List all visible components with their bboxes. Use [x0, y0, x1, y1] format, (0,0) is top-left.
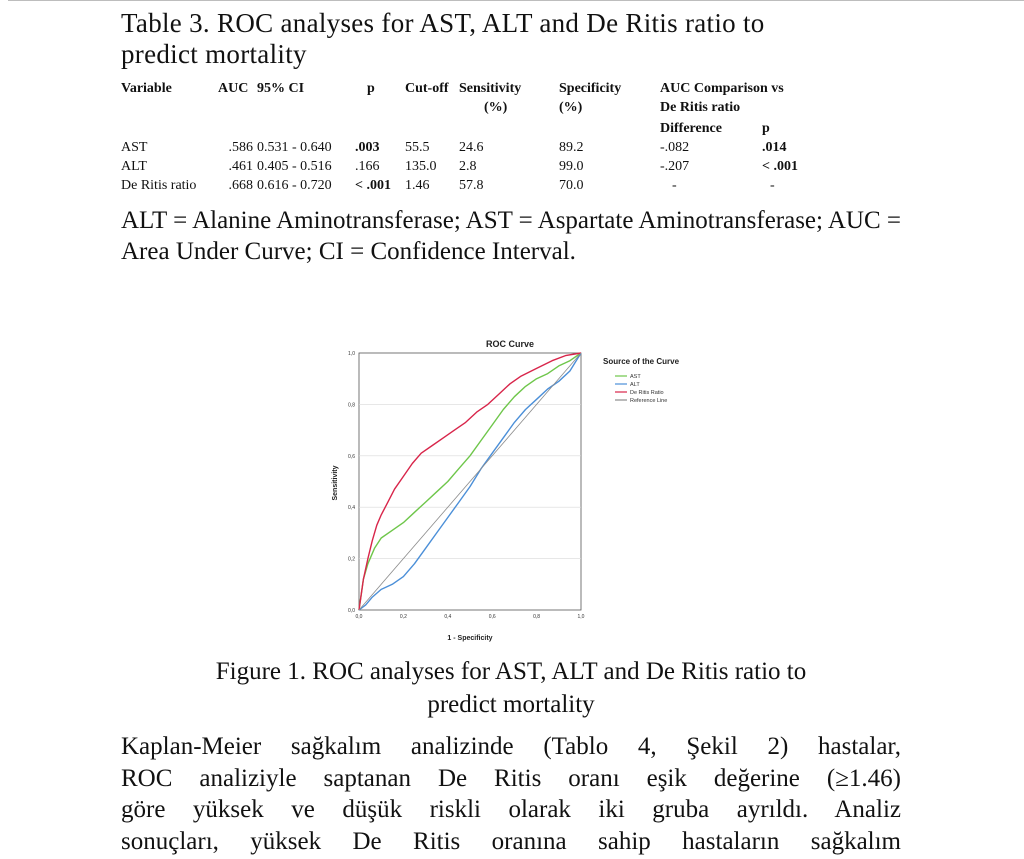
- cell-comparison-p: -: [770, 178, 775, 193]
- header-cutoff: Cut-off: [405, 81, 449, 96]
- header-comparison-line-2: De Ritis ratio: [660, 100, 741, 115]
- cell-ci: 0.531 - 0.640: [257, 140, 332, 155]
- cell-comparison-p: < .001: [762, 159, 798, 174]
- roc-table: [121, 79, 852, 195]
- figure-caption-line-1: Figure 1. ROC analyses for AST, ALT and De Ritis ratio to: [215, 658, 807, 685]
- y-tick-label: 0,6: [348, 453, 355, 460]
- legend-label-de-ritis-ratio: De Ritis Ratio: [630, 390, 664, 396]
- header-specificity-unit: (%): [559, 100, 583, 115]
- cell-specificity: 89.2: [559, 140, 584, 155]
- cell-cutoff: 135.0: [405, 159, 437, 174]
- header-ci: 95% CI: [257, 81, 305, 96]
- legend-title: Source of the Curve: [603, 357, 680, 366]
- cell-variable: AST: [121, 140, 148, 155]
- header-p: p: [367, 81, 375, 96]
- cell-auc: .586: [228, 140, 253, 155]
- header-difference: Difference: [660, 121, 722, 136]
- cell-sensitivity: 57.8: [459, 178, 484, 193]
- x-tick-label: 0,8: [533, 614, 541, 620]
- body-line-4: sonuçları, yüksek De Ritis oranına sahip hastaların sağkalım: [121, 827, 901, 855]
- body-line-1: Kaplan-Meier sağkalım analizinde (Tablo 4, Şekil 2) hastalar,: [121, 733, 901, 760]
- chart-legend: [603, 357, 680, 404]
- y-tick-label: 0,2: [348, 556, 355, 563]
- chart-y-axis-label: Sensitivity: [332, 465, 339, 501]
- cell-difference: -: [672, 178, 677, 193]
- header-sensitivity-unit: (%): [484, 100, 508, 115]
- y-tick-label: 0,8: [348, 402, 355, 409]
- cell-variable: De Ritis ratio: [121, 178, 197, 193]
- figure-caption: [121, 655, 901, 721]
- header-comparison-p: p: [762, 121, 770, 136]
- table-header-row: [121, 79, 852, 117]
- table-footnote: ALT = Alanine Aminotransferase; AST = Aspartate Aminotransferase; AUC = Area Under Curve; CI = Confidence Interval.: [121, 207, 901, 265]
- y-tick-label: 1,0: [348, 351, 355, 357]
- cell-cutoff: 1.46: [405, 178, 430, 193]
- cell-ci: 0.405 - 0.516: [257, 159, 332, 174]
- y-tick-label: 0,0: [348, 608, 355, 614]
- header-variable: Variable: [121, 81, 172, 96]
- chart-plot-area: [348, 351, 585, 620]
- x-tick-label: 0,2: [399, 614, 407, 620]
- x-tick-label: 0,0: [355, 614, 363, 620]
- chart-x-axis-label: 1 - Specificity: [447, 635, 493, 642]
- roc-curve-chart: [325, 335, 705, 647]
- header-auc: AUC: [218, 81, 249, 96]
- cell-difference: -.207: [660, 159, 690, 174]
- header-sensitivity-label: Sensitivity: [459, 81, 522, 96]
- cell-p: .003: [355, 140, 380, 155]
- table-title-line-2: predict mortality: [121, 39, 307, 69]
- table-title: [121, 8, 901, 70]
- header-comparison-line-1: AUC Comparison vs: [660, 81, 784, 96]
- cell-cutoff: 55.5: [405, 140, 430, 155]
- table-row: [121, 138, 852, 157]
- legend-label-alt: ALT: [630, 382, 640, 388]
- cell-p: .166: [355, 159, 380, 174]
- body-paragraph: [121, 731, 901, 857]
- cell-sensitivity: 2.8: [459, 159, 477, 174]
- cell-auc: .668: [228, 178, 253, 193]
- y-tick-label: 0,4: [348, 505, 355, 512]
- x-tick-label: 1,0: [577, 614, 585, 620]
- table-row: [121, 157, 852, 176]
- header-specificity: [559, 79, 660, 117]
- legend-label-reference-line: Reference Line: [630, 398, 668, 404]
- cell-difference: -.082: [660, 140, 690, 155]
- cell-specificity: 70.0: [559, 178, 584, 193]
- body-line-3: göre yüksek ve düşük riskli olarak iki gruba ayrıldı. Analiz: [121, 796, 901, 823]
- cell-comparison-p: .014: [762, 140, 787, 155]
- body-line-2: ROC analiziyle saptanan De Ritis oranı eşik değerine (≥1.46): [121, 764, 901, 792]
- cell-ci: 0.616 - 0.720: [257, 178, 332, 193]
- cell-sensitivity: 24.6: [459, 140, 484, 155]
- cell-p: < .001: [355, 178, 391, 193]
- figure-caption-line-2: predict mortality: [427, 691, 595, 718]
- cell-specificity: 99.0: [559, 159, 584, 174]
- table-title-line-1: Table 3. ROC analyses for AST, ALT and De Ritis ratio to: [121, 8, 765, 38]
- table-subheader-row: [121, 117, 852, 138]
- header-comparison: [660, 79, 852, 117]
- legend-label-ast: AST: [630, 374, 641, 380]
- table-row: [121, 176, 852, 195]
- x-tick-label: 0,4: [444, 614, 452, 620]
- cell-variable: ALT: [121, 159, 147, 174]
- cell-auc: .461: [228, 159, 253, 174]
- header-sensitivity: [459, 79, 559, 117]
- x-tick-label: 0,6: [488, 614, 496, 620]
- chart-title: ROC Curve: [485, 339, 535, 349]
- header-specificity-label: Specificity: [559, 81, 622, 96]
